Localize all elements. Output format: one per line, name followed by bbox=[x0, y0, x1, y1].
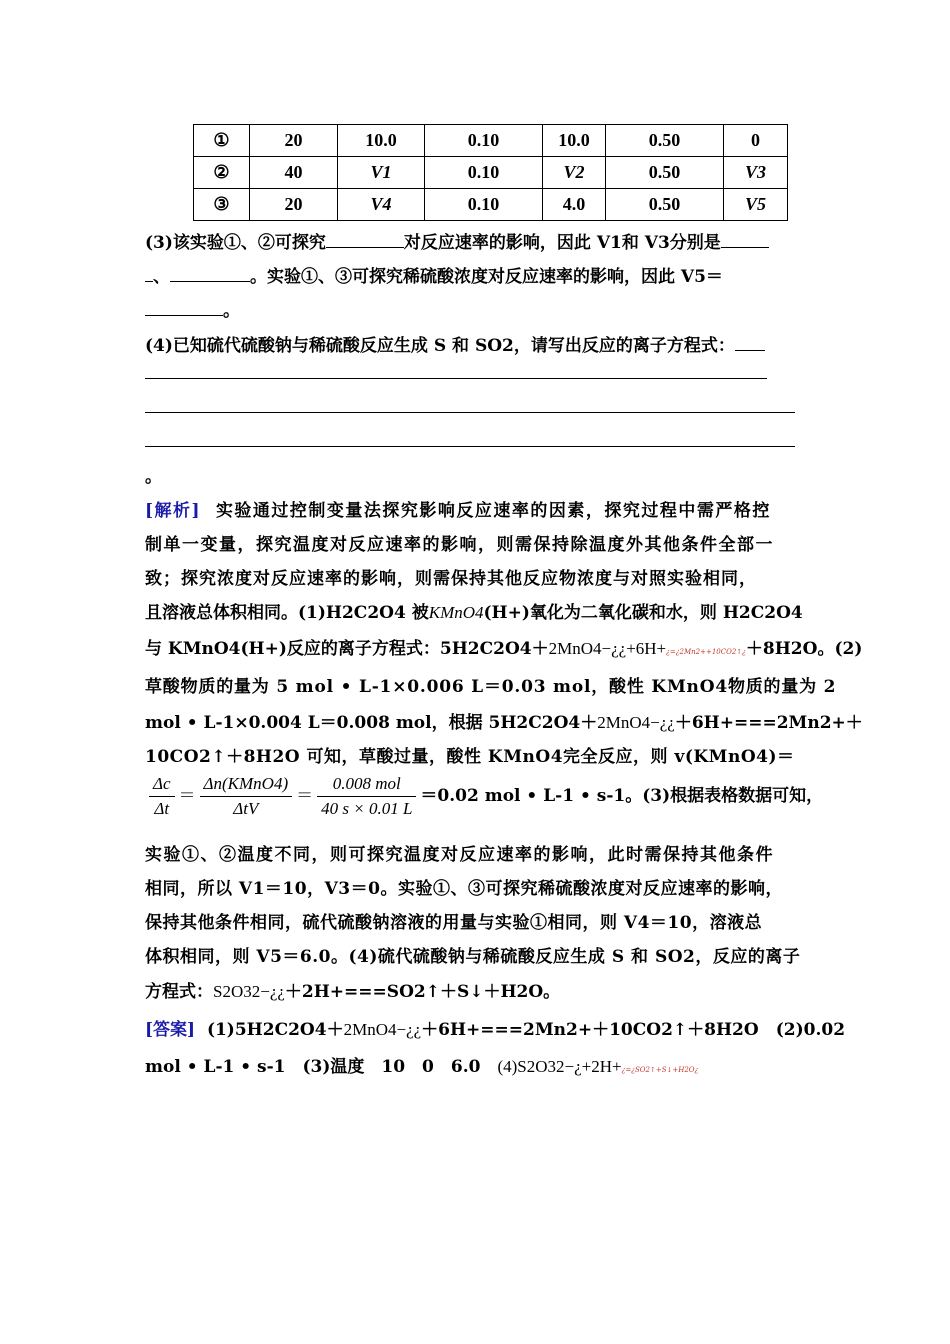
formula-mno4: 2MnO4−¿¿ bbox=[597, 713, 675, 732]
table-cell: ① bbox=[194, 125, 250, 157]
q3-text-c: 、 bbox=[153, 267, 170, 287]
table-cell: 0.10 bbox=[425, 125, 543, 157]
answer-text: (1)5H2C2O4＋ bbox=[206, 1020, 344, 1040]
table-cell: 0 bbox=[724, 125, 788, 157]
formula-mno4: 2MnO4−¿¿ bbox=[343, 1020, 422, 1039]
table-cell: 0.50 bbox=[606, 157, 724, 189]
analysis-text: 实验通过控制变量法探究影响反应速率的因素，探究过程中需严格控 bbox=[215, 501, 771, 521]
q3-line-2 bbox=[145, 262, 723, 287]
analysis-text: mol • L-1×0.004 L＝0.008 mol，根据 5H2C2O4＋ bbox=[145, 713, 598, 733]
answer-text: ＋6H+===2Mn2+＋10CO2↑＋8H2O (2)0.02 bbox=[421, 1020, 846, 1040]
answer-rule[interactable] bbox=[145, 378, 767, 379]
analysis-text: (H+)氧化为二氧化碳和水，则 H2C2O4 bbox=[483, 603, 803, 623]
analysis-line bbox=[145, 708, 863, 733]
formula-s2o3: S2O32−¿¿ bbox=[213, 982, 285, 1001]
q3-text-a: (3)该实验①、②可探究 bbox=[145, 233, 326, 253]
analysis-line bbox=[145, 598, 803, 623]
q4-line-1 bbox=[145, 331, 765, 356]
frac-den: 40 s × 0.01 L bbox=[321, 799, 413, 818]
frac-den: Δt bbox=[154, 799, 170, 818]
analysis-line: 相同，所以 V1＝10，V3＝0。实验①、③可探究稀硫酸浓度对反应速率的影响， bbox=[145, 879, 783, 899]
analysis-line: 10CO2↑＋8H2O 可知，草酸过量，酸性 KMnO4完全反应，则 v(KMnO4)＝ bbox=[145, 747, 795, 767]
table-cell: 10.0 bbox=[543, 125, 606, 157]
analysis-line: 实验①、②温度不同，则可探究温度对反应速率的影响，此时需保持其他条件 bbox=[145, 845, 774, 865]
analysis-line: 致；探究浓度对反应速率的影响，则需保持其他反应物浓度与对照实验相同， bbox=[145, 569, 757, 589]
table-row bbox=[194, 157, 788, 189]
answer-blank[interactable] bbox=[145, 264, 153, 282]
table-cell: 20 bbox=[250, 125, 338, 157]
formula-garbled: ¿=¿SO2↑+S↓+H2O¿ bbox=[621, 1066, 699, 1074]
table-cell: V2 bbox=[543, 157, 606, 189]
answer-blank[interactable] bbox=[735, 333, 765, 351]
answer-rule[interactable] bbox=[145, 446, 795, 447]
q3-text-d: 。实验①、③可探究稀硫酸浓度对反应速率的影响，因此 V5＝ bbox=[250, 267, 723, 287]
table-cell: V3 bbox=[724, 157, 788, 189]
frac-num: 0.008 mol bbox=[317, 774, 416, 797]
analysis-line: $\frac{\Delta c}{\Delta t}$ ＝ $\frac{\text{Δn(KMnO4)}}{\text{ΔtV}}$ ＝ $\frac{\text{0.008 mol}}{40 s \times 0.01 L}$ ＝0.02 mol • L-1 • s-1。(3)根据表格数据可知， bbox=[145, 774, 823, 819]
q4-text: (4)已知硫代硫酸钠与稀硫酸反应生成 S 和 SO2，请写出反应的离子方程式： bbox=[145, 336, 735, 356]
answer-text: mol • L-1 • s-1 (3)温度 10 0 6.0 bbox=[145, 1057, 498, 1077]
answer-tag: [答案] bbox=[145, 1020, 196, 1040]
q3-end: 。 bbox=[223, 301, 240, 321]
analysis-text: ＋8H2O。(2) bbox=[745, 639, 863, 659]
analysis-text: 与 KMnO4(H+)反应的离子方程式：5H2C2O4＋ bbox=[145, 639, 549, 659]
analysis-line: 草酸物质的量为 5 mol • L-1×0.006 L＝0.03 mol，酸性 KMnO4物质的量为 2 bbox=[145, 677, 837, 697]
answer-blank[interactable] bbox=[145, 298, 223, 316]
table-cell: ② bbox=[194, 157, 250, 189]
analysis-text: 且溶液总体积相同。(1)H2C2O4 被 bbox=[145, 603, 429, 623]
answer-line bbox=[145, 1015, 845, 1040]
answer-rule[interactable] bbox=[145, 412, 795, 413]
table-cell: 20 bbox=[250, 189, 338, 221]
formula-mno4: 2MnO4−¿¿+6H+ bbox=[548, 639, 667, 658]
answer-blank[interactable] bbox=[721, 230, 769, 248]
table-cell: V5 bbox=[724, 189, 788, 221]
analysis-line: 体积相同，则 V5＝6.0。(4)硫代硫酸钠与稀硫酸反应生成 S 和 SO2，反应的离子 bbox=[145, 947, 801, 967]
answer-line bbox=[145, 1052, 698, 1077]
frac-num: Δc bbox=[149, 774, 175, 797]
analysis-text: 方程式： bbox=[145, 982, 213, 1002]
table-row bbox=[194, 125, 788, 157]
frac-num: Δn(KMnO4) bbox=[200, 774, 293, 797]
table-cell: 0.50 bbox=[606, 189, 724, 221]
analysis-line bbox=[145, 634, 862, 659]
table-cell: 0.10 bbox=[425, 189, 543, 221]
formula-kmno4: KMnO4 bbox=[428, 603, 484, 622]
table-cell: 4.0 bbox=[543, 189, 606, 221]
frac-den: ΔtV bbox=[233, 799, 259, 818]
table-cell: 0.50 bbox=[606, 125, 724, 157]
formula-garbled: ¿=¿2Mn2++10CO2↑¿ bbox=[666, 648, 746, 656]
analysis-line bbox=[145, 977, 560, 1002]
table-cell: ③ bbox=[194, 189, 250, 221]
analysis-line bbox=[145, 496, 771, 521]
fraction-values bbox=[317, 774, 416, 819]
answer-blank[interactable] bbox=[326, 230, 404, 248]
q3-line-3 bbox=[145, 296, 240, 321]
table-cell: V4 bbox=[338, 189, 425, 221]
q3-line-1 bbox=[145, 228, 769, 253]
analysis-line: 制单一变量，探究温度对反应速率的影响，则需保持除温度外其他条件全部一 bbox=[145, 535, 774, 555]
analysis-line: 保持其他条件相同，硫代硫酸钠溶液的用量与实验①相同，则 V4＝10，溶液总 bbox=[145, 913, 763, 933]
fraction-dc-dt bbox=[149, 774, 175, 819]
analysis-tag: [解析] bbox=[145, 501, 202, 521]
q3-text-b: 对反应速率的影响，因此 V1和 V3分别是 bbox=[403, 233, 721, 253]
table-row bbox=[194, 189, 788, 221]
experiment-table bbox=[193, 124, 788, 221]
analysis-text: ＝0.02 mol • L-1 • s-1。(3)根据表格数据可知， bbox=[420, 786, 824, 806]
analysis-text: ＋2H+===SO2↑＋S↓＋H2O。 bbox=[284, 982, 561, 1002]
table-cell: V1 bbox=[338, 157, 425, 189]
table-cell: 10.0 bbox=[338, 125, 425, 157]
q4-end-mark: 。 bbox=[145, 467, 162, 487]
formula-s2o3: (4)S2O32−¿+2H+ bbox=[497, 1057, 622, 1076]
analysis-text: ＋6H+===2Mn2+＋ bbox=[674, 713, 863, 733]
fraction-dn-dtv bbox=[200, 774, 293, 819]
table-cell: 0.10 bbox=[425, 157, 543, 189]
answer-blank[interactable] bbox=[170, 264, 250, 282]
table-cell: 40 bbox=[250, 157, 338, 189]
